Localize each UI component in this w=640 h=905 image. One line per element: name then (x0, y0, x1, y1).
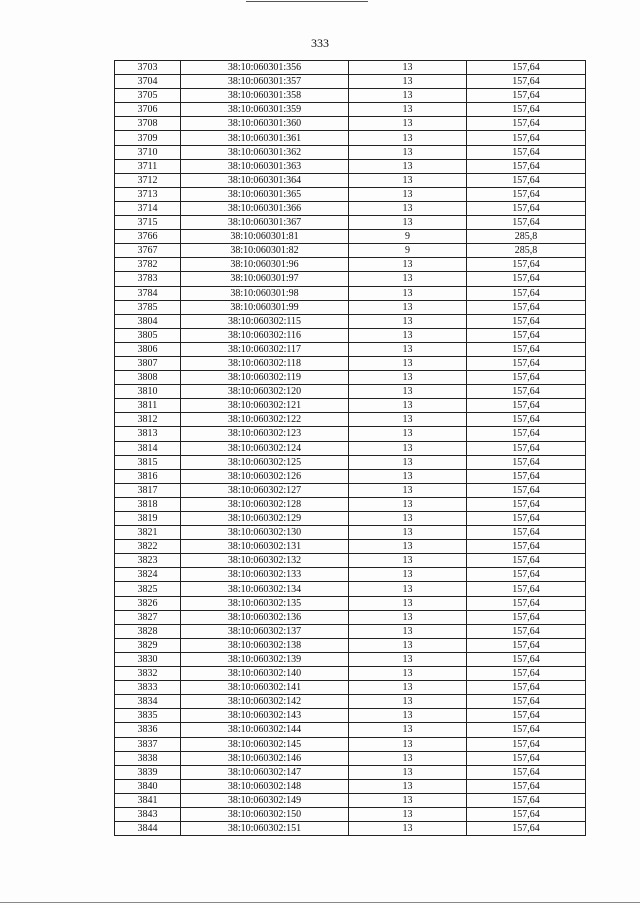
cadastral-number-cell: 38:10:060302:137 (181, 624, 349, 638)
table-row (115, 723, 586, 737)
count-cell: 13 (349, 117, 467, 131)
amount-cell: 157,64 (467, 779, 586, 793)
table-row (115, 582, 586, 596)
record-number-cell: 3713 (115, 187, 181, 201)
table-row (115, 610, 586, 624)
count-cell: 13 (349, 159, 467, 173)
table-row (115, 807, 586, 821)
record-number-cell: 3827 (115, 610, 181, 624)
table-row (115, 779, 586, 793)
count-cell: 13 (349, 667, 467, 681)
table-row (115, 230, 586, 244)
amount-cell: 157,64 (467, 413, 586, 427)
record-number-cell: 3711 (115, 159, 181, 173)
count-cell: 13 (349, 779, 467, 793)
amount-cell: 157,64 (467, 314, 586, 328)
count-cell: 13 (349, 399, 467, 413)
cadastral-number-cell: 38:10:060302:130 (181, 526, 349, 540)
cadastral-number-cell: 38:10:060302:140 (181, 667, 349, 681)
table-row (115, 272, 586, 286)
record-number-cell: 3704 (115, 75, 181, 89)
record-number-cell: 3825 (115, 582, 181, 596)
count-cell: 13 (349, 681, 467, 695)
count-cell: 13 (349, 75, 467, 89)
cadastral-number-cell: 38:10:060301:362 (181, 145, 349, 159)
table-row (115, 89, 586, 103)
cadastral-number-cell: 38:10:060301:361 (181, 131, 349, 145)
count-cell: 13 (349, 709, 467, 723)
record-number-cell: 3813 (115, 427, 181, 441)
table-row (115, 371, 586, 385)
table-row (115, 652, 586, 666)
cadastral-number-cell: 38:10:060302:131 (181, 540, 349, 554)
table-row (115, 342, 586, 356)
table-row (115, 413, 586, 427)
record-number-cell: 3808 (115, 371, 181, 385)
registry-table (114, 60, 586, 836)
cadastral-number-cell: 38:10:060302:124 (181, 441, 349, 455)
table-row (115, 681, 586, 695)
cadastral-number-cell: 38:10:060302:119 (181, 371, 349, 385)
cadastral-number-cell: 38:10:060302:145 (181, 737, 349, 751)
count-cell: 13 (349, 638, 467, 652)
cadastral-number-cell: 38:10:060302:122 (181, 413, 349, 427)
cadastral-number-cell: 38:10:060301:359 (181, 103, 349, 117)
record-number-cell: 3816 (115, 469, 181, 483)
count-cell: 13 (349, 145, 467, 159)
record-number-cell: 3818 (115, 497, 181, 511)
table-row (115, 258, 586, 272)
amount-cell: 157,64 (467, 469, 586, 483)
record-number-cell: 3836 (115, 723, 181, 737)
record-number-cell: 3806 (115, 342, 181, 356)
amount-cell: 157,64 (467, 610, 586, 624)
cadastral-number-cell: 38:10:060302:144 (181, 723, 349, 737)
amount-cell: 157,64 (467, 427, 586, 441)
cadastral-number-cell: 38:10:060302:133 (181, 568, 349, 582)
record-number-cell: 3805 (115, 328, 181, 342)
cadastral-number-cell: 38:10:060301:81 (181, 230, 349, 244)
record-number-cell: 3709 (115, 131, 181, 145)
table-row (115, 483, 586, 497)
amount-cell: 157,64 (467, 356, 586, 370)
cadastral-number-cell: 38:10:060302:146 (181, 751, 349, 765)
count-cell: 9 (349, 244, 467, 258)
amount-cell: 157,64 (467, 371, 586, 385)
amount-cell: 157,64 (467, 526, 586, 540)
record-number-cell: 3812 (115, 413, 181, 427)
count-cell: 13 (349, 652, 467, 666)
table-row (115, 159, 586, 173)
record-number-cell: 3714 (115, 201, 181, 215)
count-cell: 13 (349, 258, 467, 272)
amount-cell: 157,64 (467, 272, 586, 286)
table-row (115, 145, 586, 159)
table-row (115, 695, 586, 709)
count-cell: 13 (349, 822, 467, 836)
cadastral-number-cell: 38:10:060302:151 (181, 822, 349, 836)
cadastral-number-cell: 38:10:060301:365 (181, 187, 349, 201)
bottom-divider (0, 902, 640, 903)
table-row (115, 455, 586, 469)
record-number-cell: 3844 (115, 822, 181, 836)
record-number-cell: 3815 (115, 455, 181, 469)
record-number-cell: 3712 (115, 173, 181, 187)
amount-cell: 157,64 (467, 723, 586, 737)
count-cell: 13 (349, 385, 467, 399)
page-number: 333 (311, 36, 329, 50)
record-number-cell: 3843 (115, 807, 181, 821)
amount-cell: 157,64 (467, 554, 586, 568)
amount-cell: 157,64 (467, 681, 586, 695)
record-number-cell: 3811 (115, 399, 181, 413)
count-cell: 13 (349, 526, 467, 540)
record-number-cell: 3828 (115, 624, 181, 638)
count-cell: 13 (349, 807, 467, 821)
table-row (115, 624, 586, 638)
table-row (115, 385, 586, 399)
table-row (115, 667, 586, 681)
cadastral-number-cell: 38:10:060302:115 (181, 314, 349, 328)
record-number-cell: 3830 (115, 652, 181, 666)
amount-cell: 157,64 (467, 512, 586, 526)
count-cell: 13 (349, 695, 467, 709)
amount-cell: 157,64 (467, 483, 586, 497)
amount-cell: 157,64 (467, 737, 586, 751)
amount-cell: 157,64 (467, 624, 586, 638)
count-cell: 13 (349, 427, 467, 441)
count-cell: 13 (349, 765, 467, 779)
record-number-cell: 3807 (115, 356, 181, 370)
cadastral-number-cell: 38:10:060302:150 (181, 807, 349, 821)
record-number-cell: 3784 (115, 286, 181, 300)
amount-cell: 157,64 (467, 765, 586, 779)
record-number-cell: 3829 (115, 638, 181, 652)
amount-cell: 157,64 (467, 187, 586, 201)
cadastral-number-cell: 38:10:060301:357 (181, 75, 349, 89)
amount-cell: 157,64 (467, 540, 586, 554)
record-number-cell: 3783 (115, 272, 181, 286)
count-cell: 13 (349, 89, 467, 103)
table-row (115, 737, 586, 751)
cadastral-number-cell: 38:10:060302:129 (181, 512, 349, 526)
table-row (115, 356, 586, 370)
count-cell: 13 (349, 328, 467, 342)
record-number-cell: 3841 (115, 793, 181, 807)
count-cell: 13 (349, 413, 467, 427)
table-row (115, 596, 586, 610)
record-number-cell: 3804 (115, 314, 181, 328)
count-cell: 13 (349, 455, 467, 469)
cadastral-number-cell: 38:10:060301:363 (181, 159, 349, 173)
table-row (115, 526, 586, 540)
cadastral-number-cell: 38:10:060302:135 (181, 596, 349, 610)
count-cell: 13 (349, 187, 467, 201)
cadastral-number-cell: 38:10:060302:128 (181, 497, 349, 511)
cadastral-number-cell: 38:10:060302:125 (181, 455, 349, 469)
count-cell: 13 (349, 610, 467, 624)
table-row (115, 244, 586, 258)
cadastral-number-cell: 38:10:060301:82 (181, 244, 349, 258)
record-number-cell: 3814 (115, 441, 181, 455)
amount-cell: 157,64 (467, 638, 586, 652)
amount-cell: 157,64 (467, 89, 586, 103)
record-number-cell: 3837 (115, 737, 181, 751)
table-row (115, 554, 586, 568)
count-cell: 13 (349, 371, 467, 385)
table-row (115, 568, 586, 582)
table-row (115, 75, 586, 89)
cadastral-number-cell: 38:10:060302:127 (181, 483, 349, 497)
count-cell: 13 (349, 723, 467, 737)
table-row (115, 638, 586, 652)
amount-cell: 157,64 (467, 399, 586, 413)
cadastral-number-cell: 38:10:060302:139 (181, 652, 349, 666)
table-row (115, 201, 586, 215)
amount-cell: 157,64 (467, 286, 586, 300)
amount-cell: 157,64 (467, 103, 586, 117)
count-cell: 13 (349, 596, 467, 610)
table-row (115, 441, 586, 455)
table-row (115, 512, 586, 526)
record-number-cell: 3833 (115, 681, 181, 695)
amount-cell: 157,64 (467, 216, 586, 230)
amount-cell: 157,64 (467, 596, 586, 610)
cadastral-number-cell: 38:10:060301:366 (181, 201, 349, 215)
count-cell: 13 (349, 173, 467, 187)
record-number-cell: 3767 (115, 244, 181, 258)
amount-cell: 285,8 (467, 244, 586, 258)
record-number-cell: 3782 (115, 258, 181, 272)
record-number-cell: 3705 (115, 89, 181, 103)
registry-table-body (115, 61, 586, 836)
amount-cell: 157,64 (467, 822, 586, 836)
count-cell: 13 (349, 497, 467, 511)
record-number-cell: 3810 (115, 385, 181, 399)
amount-cell: 157,64 (467, 201, 586, 215)
table-row (115, 497, 586, 511)
cadastral-number-cell: 38:10:060302:120 (181, 385, 349, 399)
cadastral-number-cell: 38:10:060301:97 (181, 272, 349, 286)
cadastral-number-cell: 38:10:060302:118 (181, 356, 349, 370)
amount-cell: 157,64 (467, 75, 586, 89)
amount-cell: 157,64 (467, 173, 586, 187)
amount-cell: 157,64 (467, 751, 586, 765)
cadastral-number-cell: 38:10:060302:126 (181, 469, 349, 483)
amount-cell: 157,64 (467, 61, 586, 75)
amount-cell: 157,64 (467, 568, 586, 582)
count-cell: 13 (349, 624, 467, 638)
amount-cell: 157,64 (467, 695, 586, 709)
table-row (115, 300, 586, 314)
amount-cell: 157,64 (467, 807, 586, 821)
count-cell: 13 (349, 568, 467, 582)
count-cell: 13 (349, 61, 467, 75)
cadastral-number-cell: 38:10:060302:142 (181, 695, 349, 709)
count-cell: 13 (349, 512, 467, 526)
count-cell: 13 (349, 216, 467, 230)
count-cell: 13 (349, 131, 467, 145)
record-number-cell: 3835 (115, 709, 181, 723)
count-cell: 13 (349, 554, 467, 568)
count-cell: 13 (349, 356, 467, 370)
amount-cell: 157,64 (467, 497, 586, 511)
amount-cell: 157,64 (467, 300, 586, 314)
amount-cell: 157,64 (467, 258, 586, 272)
record-number-cell: 3708 (115, 117, 181, 131)
cadastral-number-cell: 38:10:060302:117 (181, 342, 349, 356)
count-cell: 13 (349, 483, 467, 497)
table-row (115, 793, 586, 807)
table-row (115, 399, 586, 413)
count-cell: 13 (349, 103, 467, 117)
record-number-cell: 3823 (115, 554, 181, 568)
cadastral-number-cell: 38:10:060302:116 (181, 328, 349, 342)
count-cell: 13 (349, 201, 467, 215)
amount-cell: 157,64 (467, 328, 586, 342)
cadastral-number-cell: 38:10:060301:98 (181, 286, 349, 300)
count-cell: 13 (349, 737, 467, 751)
record-number-cell: 3710 (115, 145, 181, 159)
count-cell: 13 (349, 342, 467, 356)
record-number-cell: 3839 (115, 765, 181, 779)
amount-cell: 157,64 (467, 117, 586, 131)
record-number-cell: 3715 (115, 216, 181, 230)
amount-cell: 157,64 (467, 385, 586, 399)
record-number-cell: 3826 (115, 596, 181, 610)
amount-cell: 157,64 (467, 145, 586, 159)
amount-cell: 157,64 (467, 159, 586, 173)
cadastral-number-cell: 38:10:060302:138 (181, 638, 349, 652)
table-row (115, 427, 586, 441)
cadastral-number-cell: 38:10:060302:147 (181, 765, 349, 779)
amount-cell: 285,8 (467, 230, 586, 244)
count-cell: 13 (349, 272, 467, 286)
record-number-cell: 3817 (115, 483, 181, 497)
table-row (115, 751, 586, 765)
table-row (115, 117, 586, 131)
record-number-cell: 3822 (115, 540, 181, 554)
count-cell: 13 (349, 300, 467, 314)
cadastral-number-cell: 38:10:060302:141 (181, 681, 349, 695)
cadastral-number-cell: 38:10:060301:96 (181, 258, 349, 272)
cadastral-number-cell: 38:10:060302:121 (181, 399, 349, 413)
table-row (115, 328, 586, 342)
amount-cell: 157,64 (467, 793, 586, 807)
table-row (115, 173, 586, 187)
table-row (115, 469, 586, 483)
table-row (115, 187, 586, 201)
cadastral-number-cell: 38:10:060302:134 (181, 582, 349, 596)
table-row (115, 131, 586, 145)
count-cell: 13 (349, 469, 467, 483)
cadastral-number-cell: 38:10:060302:136 (181, 610, 349, 624)
amount-cell: 157,64 (467, 582, 586, 596)
cadastral-number-cell: 38:10:060302:143 (181, 709, 349, 723)
amount-cell: 157,64 (467, 667, 586, 681)
record-number-cell: 3821 (115, 526, 181, 540)
cadastral-number-cell: 38:10:060301:364 (181, 173, 349, 187)
count-cell: 13 (349, 286, 467, 300)
cadastral-number-cell: 38:10:060301:358 (181, 89, 349, 103)
count-cell: 9 (349, 230, 467, 244)
table-row (115, 709, 586, 723)
record-number-cell: 3832 (115, 667, 181, 681)
table-row (115, 103, 586, 117)
table-row (115, 216, 586, 230)
record-number-cell: 3824 (115, 568, 181, 582)
record-number-cell: 3834 (115, 695, 181, 709)
amount-cell: 157,64 (467, 709, 586, 723)
table-row (115, 822, 586, 836)
record-number-cell: 3840 (115, 779, 181, 793)
count-cell: 13 (349, 793, 467, 807)
count-cell: 13 (349, 441, 467, 455)
record-number-cell: 3785 (115, 300, 181, 314)
amount-cell: 157,64 (467, 455, 586, 469)
count-cell: 13 (349, 314, 467, 328)
table-row (115, 765, 586, 779)
table-row (115, 314, 586, 328)
cadastral-number-cell: 38:10:060302:148 (181, 779, 349, 793)
top-divider (246, 1, 368, 2)
cadastral-number-cell: 38:10:060302:132 (181, 554, 349, 568)
cadastral-number-cell: 38:10:060302:123 (181, 427, 349, 441)
count-cell: 13 (349, 540, 467, 554)
record-number-cell: 3703 (115, 61, 181, 75)
cadastral-number-cell: 38:10:060301:356 (181, 61, 349, 75)
count-cell: 13 (349, 751, 467, 765)
cadastral-number-cell: 38:10:060302:149 (181, 793, 349, 807)
amount-cell: 157,64 (467, 131, 586, 145)
table-row (115, 61, 586, 75)
amount-cell: 157,64 (467, 342, 586, 356)
amount-cell: 157,64 (467, 441, 586, 455)
cadastral-number-cell: 38:10:060301:360 (181, 117, 349, 131)
table-row (115, 286, 586, 300)
cadastral-number-cell: 38:10:060301:99 (181, 300, 349, 314)
amount-cell: 157,64 (467, 652, 586, 666)
record-number-cell: 3766 (115, 230, 181, 244)
table-row (115, 540, 586, 554)
record-number-cell: 3819 (115, 512, 181, 526)
record-number-cell: 3838 (115, 751, 181, 765)
cadastral-number-cell: 38:10:060301:367 (181, 216, 349, 230)
record-number-cell: 3706 (115, 103, 181, 117)
count-cell: 13 (349, 582, 467, 596)
